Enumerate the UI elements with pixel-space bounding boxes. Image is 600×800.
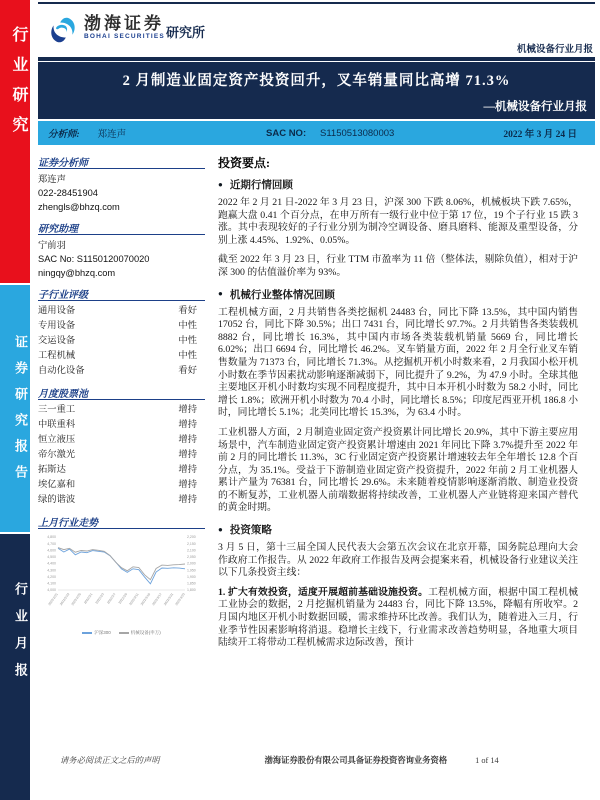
- investment-highlights-heading: 投资要点:: [218, 156, 270, 170]
- paragraph: 截至 2022 年 3 月 23 日，行业 TTM 市盈率为 11 倍（整体法，剔除负值），相对于沪深 300 的估值溢价率为 93%。: [218, 254, 578, 278]
- stock-rating: 增持: [178, 495, 197, 505]
- bullet-icon: [218, 289, 223, 299]
- stock-rating: 增持: [178, 465, 197, 475]
- rating-row: [38, 349, 205, 364]
- svg-text:2,200: 2,200: [187, 535, 196, 540]
- report-subtitle: —机械设备行业月报: [483, 101, 587, 113]
- rating-name: 自动化设备: [38, 366, 85, 376]
- rating-row: [38, 304, 205, 319]
- svg-text:4,000: 4,000: [47, 588, 56, 593]
- svg-text:2022/3/21: 2022/3/21: [162, 592, 175, 607]
- paragraph: 工业机器人方面，2 月制造业固定资产投资累计同比增长 20.9%，其中下游主要应用场景中，汽车制造业固定资产投资累计增速由 2021 年同比下降 3.7%提升至 2022 年前 2 月的同比增长 11.3%，3C 行业固定资产投资累计增速较去年全年增长 12.8 个百分点，为 35.1%。受益于下游制造业固定资产投资提升，2022 年前 2 月工业机器人累计产量为 76381 台，同比增长 29.6%。未来随着疫情影响逐渐消散、制造业投资的不断复苏，工业机器人前端数据将持续改善，工业机器人产业链将迎来国产替代的黄金时期。: [218, 426, 578, 514]
- report-date: 2022 年 3 月 24 日: [503, 130, 577, 140]
- paragraph: 3 月 5 日，第十三届全国人民代表大会第五次会议在北京开幕，国务院总理向大会作政府工作报告。从 2022 年政府工作报告及两会提案来看，机械设备行业建议关注以下几条投资主线：: [218, 542, 578, 579]
- stock-row: [38, 463, 205, 478]
- legend-item-machinery: [119, 630, 161, 636]
- svg-text:2022/2/25: 2022/2/25: [70, 592, 82, 607]
- rating-name: 工程机械: [38, 351, 76, 361]
- brand-name-en: BOHAI SECURITIES: [84, 33, 165, 40]
- svg-text:4,700: 4,700: [47, 541, 56, 546]
- sac-label: SAC NO:: [266, 127, 307, 139]
- section-title: 近期行情回顾: [229, 180, 293, 191]
- svg-text:4,500: 4,500: [47, 555, 56, 560]
- svg-text:1,800: 1,800: [187, 588, 196, 593]
- stock-row: [38, 433, 205, 448]
- svg-text:4,800: 4,800: [47, 535, 56, 540]
- svg-text:2022/3/15: 2022/3/15: [139, 592, 152, 607]
- research-assistant-section: [38, 220, 205, 280]
- section-recent-market-review: [218, 177, 578, 192]
- analyst-name-line: 郑连声: [38, 174, 66, 184]
- strategy-point-text: 工程机械方面，根据中国工程机械工业协会的数据，2 月挖掘机销量为 24483 台，同比下降 13.5%，降幅有所收窄。2 月国内地区开机小时数据回暖，需求维持环比改善。我们认为，随着进入三月，行业季节性因素影响将消退。稳增长主线下，行业需求改善趋势明显，各地重大项目陆续开工将带动工程机械需求边际改善，预计: [218, 586, 579, 649]
- rating-name: 专用设备: [38, 321, 76, 331]
- stock-rating: 增持: [178, 450, 197, 460]
- title-banner: [38, 57, 595, 119]
- svg-text:4,600: 4,600: [47, 548, 56, 553]
- rating-name: 交运设备: [38, 336, 76, 346]
- assistant-name: 宁前羽: [38, 240, 66, 250]
- stock-name: 帝尔激光: [38, 450, 76, 460]
- rating-value: 看好: [178, 366, 197, 376]
- rating-value: 中性: [178, 321, 197, 331]
- report-type-label: 机械设备行业月报: [516, 45, 593, 55]
- strategy-point-paragraph: [218, 587, 578, 650]
- stock-row: [38, 478, 205, 493]
- sidebar-industry-research-label: 行业研究: [10, 26, 27, 146]
- page-footer: [38, 754, 595, 766]
- left-color-sidebar: [0, 0, 30, 800]
- brand-text: [84, 14, 165, 40]
- stock-rating: 增持: [178, 435, 197, 445]
- sidebar-industry-research: [0, 0, 30, 283]
- svg-text:4,400: 4,400: [47, 561, 56, 566]
- legend-label: 机械设备(申万): [130, 630, 161, 635]
- stock-rating: 增持: [178, 405, 197, 415]
- svg-text:4,200: 4,200: [47, 574, 56, 579]
- research-assistant-heading: 研究助理: [38, 220, 205, 235]
- analyst-phone: 022-28451904: [38, 188, 98, 198]
- sidebar-industry-monthly: [0, 534, 30, 800]
- footer-page-number: 1 of 14: [475, 755, 499, 765]
- sidebar-industry-monthly-label: 行业月报: [13, 582, 28, 690]
- monthly-stock-pool-heading: 月度股票池: [38, 385, 205, 400]
- stock-name: 拓斯达: [38, 465, 66, 475]
- assistant-sac: SAC No: S1150120070020: [38, 254, 150, 264]
- brand-name-cn: 渤海证券: [84, 14, 164, 33]
- stock-row: [38, 418, 205, 433]
- section-title: 投资策略: [229, 525, 272, 537]
- analyst-email: zhengls@bhzq.com: [38, 202, 120, 212]
- analyst-label: 分析师:: [48, 130, 80, 140]
- footer-disclaimer: 请务必阅读正文之后的声明: [60, 756, 160, 765]
- rating-value: 中性: [178, 336, 197, 346]
- section-industry-overview: [218, 287, 578, 302]
- bullet-icon: [218, 525, 223, 535]
- stock-name: 恒立液压: [38, 435, 76, 445]
- stock-row: [38, 403, 205, 418]
- title-banner-rule: [38, 61, 595, 62]
- industry-trend-heading: 上月行业走势: [38, 514, 205, 529]
- paragraph: 工程机械方面，2 月共销售各类挖掘机 24483 台，同比下降 13.5%，其中国内销售 17052 台，同比下降 30.5%；出口 7431 台，同比增长 97.7%。2 月共销售各类装载机 8882 台，同比增长 16.3%，其中国内市场各类装载机销量 5669 台，同比增长 6.02%；出口 6694 台，同比增长 46.2%。叉车销量方面，2022 年 2 月全行业叉车销售数量为 71373 台，同比增长 71.3%。从挖掘机开机小时数来看，2 月我国小松开机小时数在季节因素扰动影响逐渐减弱下，同比提升了 9.2%，为 47.9 小时。全球其他主要地区开机小时数均实现不同程度提升，其中日本开机小时数为 58.2 小时，同比增长 1.8%；欧洲开机小时数为 70.4 小时，同比增长 8.5%；印度尼西亚开机 186.8 小时，同比增长 5.1%；北美同比增长 15.3%，为 63.4 小时。: [218, 306, 578, 419]
- svg-text:2022/2/21: 2022/2/21: [47, 592, 59, 607]
- svg-text:2022/3/1: 2022/3/1: [83, 592, 94, 605]
- section-investment-strategy: [218, 522, 578, 537]
- research-institute-label: 研究所: [166, 25, 206, 40]
- svg-text:2,100: 2,100: [187, 548, 196, 553]
- two-column-layout: [38, 154, 595, 657]
- stock-name: 绿的谐波: [38, 495, 76, 505]
- assistant-email: ningqy@bhzq.com: [38, 268, 116, 278]
- svg-text:1,950: 1,950: [187, 568, 196, 573]
- monthly-stock-pool-section: [38, 385, 205, 508]
- svg-text:2022/3/23: 2022/3/23: [174, 592, 186, 607]
- chart-legend: [38, 630, 205, 636]
- legend-item-hs300: [82, 630, 111, 636]
- left-info-column: [38, 154, 205, 657]
- svg-text:2022/3/3: 2022/3/3: [94, 592, 106, 605]
- industry-trend-section: [38, 514, 205, 636]
- svg-text:2,000: 2,000: [187, 561, 196, 566]
- hs300-line-swatch-icon: [82, 632, 92, 634]
- rating-value: 中性: [178, 351, 197, 361]
- paragraph: 2022 年 2 月 21 日-2022 年 3 月 23 日，沪深 300 下跌 8.06%，机械板块下跌 7.65%，跑赢大盘 0.41 个百分点，在申万所有一级行业中位于第 17 位，19 个子行业 15 跌 3 涨。其中表现较好的子行业分别为制冷空调设备、磨具磨料、能源及重型设备，分别上涨 4.45%、1.92%、0.05%。: [218, 197, 578, 246]
- stock-name: 中联重科: [38, 420, 76, 430]
- brand-header: [38, 0, 595, 57]
- legend-label: 沪深300: [94, 630, 111, 635]
- stock-rating: 增持: [178, 480, 197, 490]
- svg-text:1,900: 1,900: [187, 574, 196, 579]
- rating-row: [38, 364, 205, 379]
- sidebar-securities-research-report-label: 证券研究报告: [13, 335, 28, 491]
- stock-row: [38, 448, 205, 463]
- bohai-logo-icon: [48, 15, 78, 45]
- sidebar-securities-research-report: [0, 285, 30, 532]
- report-content: [38, 0, 595, 800]
- machinery-line-swatch-icon: [119, 632, 129, 634]
- stock-name: 埃亿嘉和: [38, 480, 76, 490]
- stock-rating: 增持: [178, 420, 197, 430]
- rating-row: [38, 319, 205, 334]
- industry-trend-chart: [38, 532, 205, 636]
- main-text-column: [218, 154, 578, 657]
- svg-text:2,150: 2,150: [187, 541, 196, 546]
- report-title: 2 月制造业固定资产投资回升，叉车销量同比高增 71.3%: [122, 73, 511, 89]
- section-title: 机械行业整体情况回顾: [229, 289, 335, 301]
- footer-qualification: 渤海证券股份有限公司具备证券投资咨询业务资格: [264, 756, 448, 765]
- svg-text:2022/3/17: 2022/3/17: [151, 592, 163, 607]
- strategy-point-bold: 1. 扩大有效投资，适度开展超前基础设施投资。: [218, 586, 429, 598]
- sac-number: S1150513080003: [320, 127, 395, 139]
- rating-row: [38, 334, 205, 349]
- stock-row: [38, 493, 205, 508]
- svg-text:4,100: 4,100: [47, 581, 56, 586]
- svg-text:2022/3/11: 2022/3/11: [128, 592, 140, 607]
- bullet-icon: [218, 180, 223, 190]
- stock-name: 三一重工: [38, 405, 76, 415]
- securities-analyst-heading: 证券分析师: [38, 154, 205, 169]
- analyst-bar: [38, 121, 595, 145]
- svg-text:1,850: 1,850: [187, 581, 196, 586]
- svg-text:2022/2/23: 2022/2/23: [58, 592, 71, 607]
- svg-text:2,050: 2,050: [187, 555, 196, 560]
- subindustry-rating-heading: 子行业评级: [38, 286, 205, 301]
- svg-text:4,300: 4,300: [47, 568, 56, 573]
- rating-name: 通用设备: [38, 306, 76, 316]
- subindustry-rating-section: [38, 286, 205, 379]
- rating-value: 看好: [178, 306, 197, 316]
- svg-text:2022/3/7: 2022/3/7: [106, 592, 117, 605]
- analyst-name: 郑连声: [97, 130, 127, 140]
- svg-text:2022/3/9: 2022/3/9: [117, 592, 129, 605]
- securities-analyst-section: [38, 154, 205, 214]
